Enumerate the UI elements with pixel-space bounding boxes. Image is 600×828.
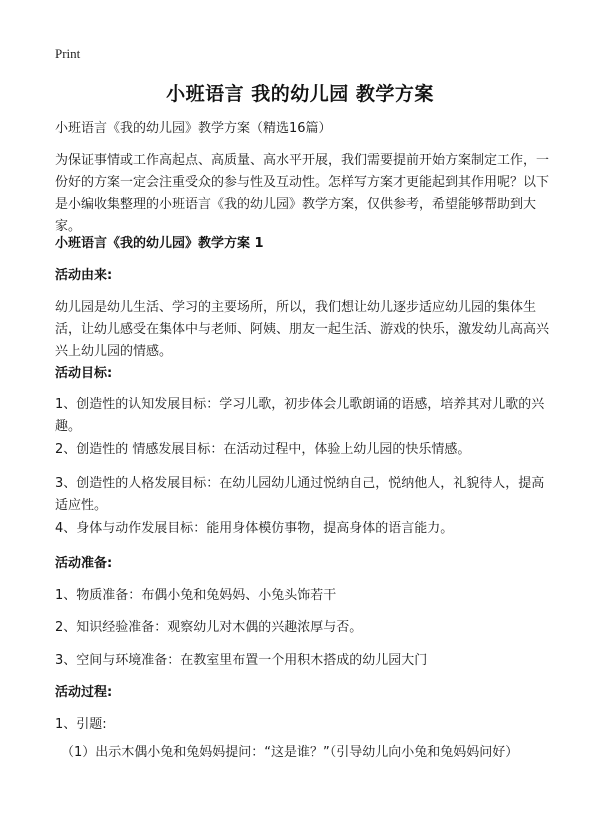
print-link[interactable]: Print bbox=[55, 46, 81, 61]
goal-item: 4、身体与动作发展目标：能用身体模仿事物，提高身体的语言能力。 bbox=[55, 521, 454, 536]
prep-item: 1、物质准备：布偶小兔和兔妈妈、小兔头饰若干 bbox=[55, 588, 337, 603]
process-item: 1、引题: bbox=[55, 717, 107, 732]
goal-item: 3、创造性的人格发展目标：在幼儿园幼儿通过悦纳自己，悦纳他人，礼貌待人，提高适应性。 bbox=[55, 476, 545, 513]
origin-paragraph: 幼儿园是幼儿生活、学习的主要场所，所以，我们想让幼儿逐步适应幼儿园的集体生活，让幼儿感受在集体中与老师、阿姨、朋友一起生活、游戏的快乐，激发幼儿高高兴兴上幼儿园的情感。 bbox=[55, 300, 550, 359]
prep-heading: 活动准备: bbox=[55, 556, 113, 571]
process-heading: 活动过程: bbox=[55, 685, 113, 700]
goal-item: 2、创造性的 情感发展目标：在活动过程中，体验上幼儿园的快乐情感。 bbox=[55, 442, 471, 457]
goal-item: 1、创造性的认知发展目标：学习儿歌，初步体会儿歌朗诵的语感，培养其对儿歌的兴趣。 bbox=[55, 397, 545, 434]
document-subtitle: 小班语言《我的幼儿园》教学方案（精选16篇） bbox=[55, 121, 332, 136]
page-title: 小班语言 我的幼儿园 教学方案 bbox=[166, 83, 434, 105]
prep-item: 3、空间与环境准备：在教室里布置一个用积木搭成的幼儿园大门 bbox=[55, 653, 428, 668]
process-item: （1）出示木偶小兔和兔妈妈提问：“这是谁？”（引导幼儿向小兔和兔妈妈问好） bbox=[61, 745, 519, 760]
origin-heading: 活动由来: bbox=[55, 268, 113, 283]
goals-heading: 活动目标: bbox=[55, 366, 113, 381]
intro-paragraph: 为保证事情或工作高起点、高质量、高水平开展，我们需要提前开始方案制定工作，一份好的方案一定会注重受众的参与性及互动性。怎样写方案才更能起到其作用呢？以下是小编收集整理的小班语言《我的幼儿园》教学方案，仅供参考，希望能够帮助到大家。 bbox=[55, 153, 550, 234]
section-heading: 小班语言《我的幼儿园》教学方案 1 bbox=[55, 236, 264, 251]
prep-item: 2、知识经验准备：观察幼儿对木偶的兴趣浓厚与否。 bbox=[55, 620, 363, 635]
